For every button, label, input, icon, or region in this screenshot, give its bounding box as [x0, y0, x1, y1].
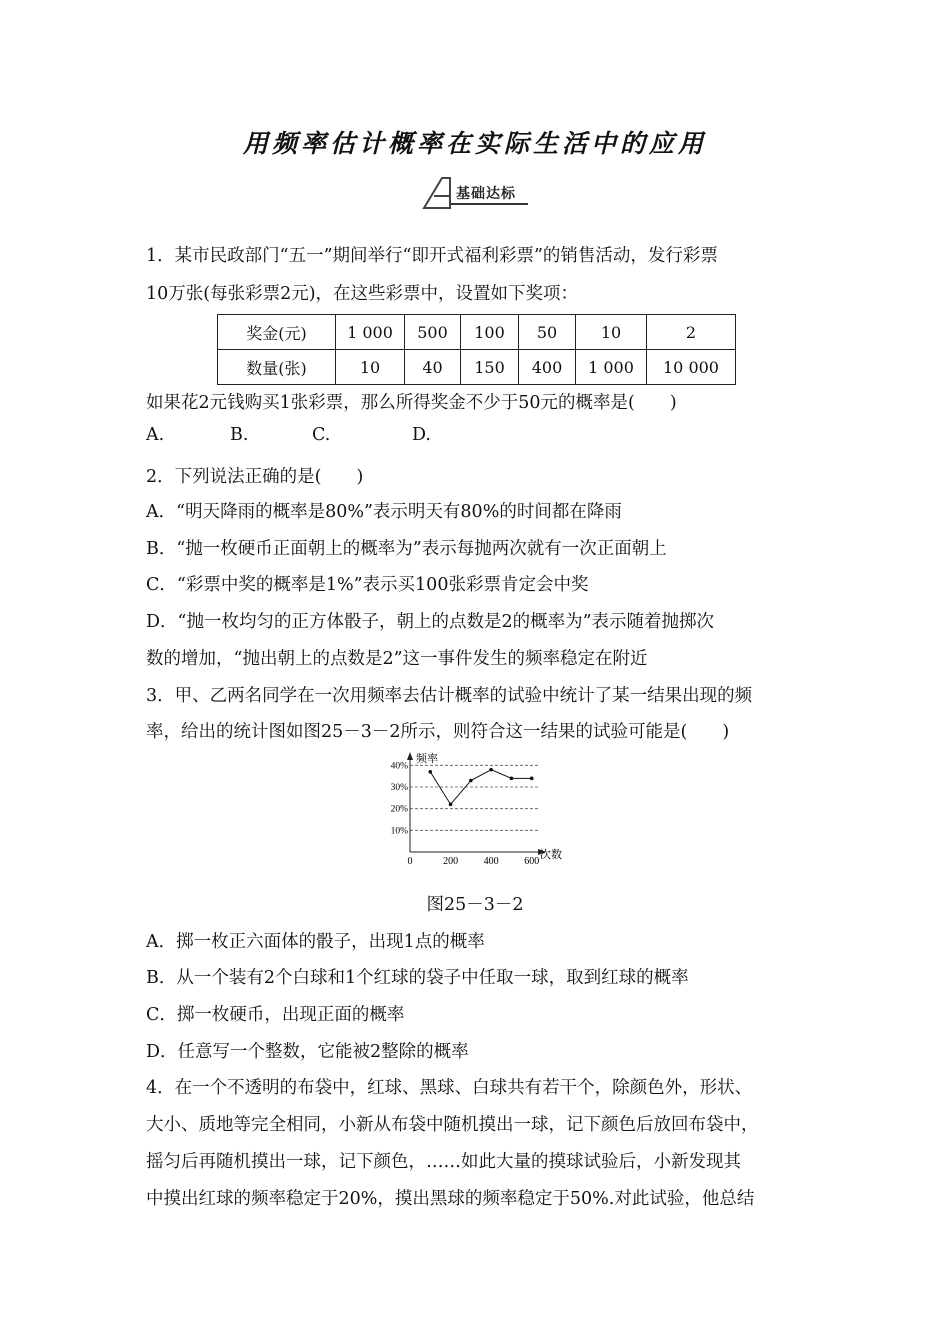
frequency-chart [380, 748, 580, 866]
q2-option-d-line-2: 数的增加，“抛出朝上的点数是2”这一事件发生的频率稳定在附近 [146, 649, 648, 669]
q2-option-c: C．“彩票中奖的概率是1%”表示买100张彩票肯定会中奖 [146, 575, 589, 595]
q1-line-1: 1．某市民政部门“五一”期间举行“即开式福利彩票”的销售活动，发行彩票 [146, 246, 718, 266]
table-cell: 奖金(元) [218, 315, 336, 350]
y-tick-label: 10% [390, 826, 408, 837]
q2-option-b: B．“抛一枚硬币正面朝上的概率为”表示每抛两次就有一次正面朝上 [146, 539, 667, 559]
x-tick-label: 400 [483, 856, 499, 866]
section-badge [420, 174, 532, 212]
q4-line-4: 中摸出红球的频率稳定于20%，摸出黑球的频率稳定于50%.对此试验，他总结 [146, 1189, 755, 1209]
q4-line-2: 大小、质地等完全相同，小新从布袋中随机摸出一球，记下颜色后放回布袋中， [146, 1115, 759, 1135]
y-tick-label: 40% [390, 761, 408, 772]
table-cell: 2 [647, 315, 736, 350]
table-cell: 100 [461, 315, 519, 350]
y-axis-arrow [407, 752, 413, 760]
q1-line-2: 10万张(每张彩票2元)，在这些彩票中，设置如下奖项： [146, 284, 579, 304]
table-cell: 数量(张) [218, 350, 336, 385]
data-point [428, 770, 432, 774]
table-row [218, 315, 736, 350]
data-point [510, 777, 514, 781]
table-cell: 10 [576, 315, 647, 350]
x-tick-label: 200 [443, 856, 459, 866]
q3-option-a: A．掷一枚正六面体的骰子，出现1点的概率 [146, 932, 485, 952]
table-row [218, 350, 736, 385]
data-point [530, 777, 534, 781]
figure-caption: 图25－3－2 [426, 895, 524, 915]
x-tick-label: 600 [524, 856, 540, 866]
q1-option-d: D. [412, 425, 431, 445]
section-badge-label: 基础达标 [456, 186, 516, 202]
frequency-chart-svg [380, 748, 580, 866]
q2-option-d-line-1: D．“抛一枚均匀的正方体骰子，朝上的点数是2的概率为”表示随着抛掷次 [146, 612, 715, 632]
q1-option-c: C. [312, 425, 331, 445]
q1-option-a: A. [146, 425, 165, 445]
table-cell: 1 000 [576, 350, 647, 385]
prize-table [217, 314, 736, 385]
y-tick-label: 20% [390, 804, 408, 815]
table-cell: 1 000 [336, 315, 405, 350]
table-cell: 150 [461, 350, 519, 385]
table-cell: 500 [405, 315, 461, 350]
q3-option-b: B．从一个装有2个白球和1个红球的袋子中任取一球，取到红球的概率 [146, 968, 689, 988]
table-cell: 400 [519, 350, 576, 385]
data-point [489, 768, 493, 772]
q2-stem: 2．下列说法正确的是( ) [146, 467, 364, 487]
data-point [469, 779, 473, 783]
data-point [449, 803, 453, 807]
q3-stem-line-2: 率，给出的统计图如图25－3－2所示，则符合这一结果的试验可能是( ) [146, 722, 730, 742]
y-axis-label: 频率 [416, 753, 438, 765]
page-title: 用频率估计概率在实际生活中的应用 [242, 129, 707, 158]
y-tick-label: 30% [390, 783, 408, 793]
table-cell: 40 [405, 350, 461, 385]
x-tick-label: 0 [407, 856, 413, 866]
x-axis-label: 次数 [540, 849, 562, 861]
q2-option-a: A．“明天降雨的概率是80%”表示明天有80%的时间都在降雨 [146, 502, 622, 522]
q1-question: 如果花2元钱购买1张彩票，那么所得奖金不少于50元的概率是( ) [146, 393, 677, 413]
table-cell: 10 000 [647, 350, 736, 385]
q3-option-c: C．掷一枚硬币，出现正面的概率 [146, 1005, 405, 1025]
table-cell: 50 [519, 315, 576, 350]
q4-line-1: 4．在一个不透明的布袋中，红球、黑球、白球共有若干个，除颜色外，形状、 [146, 1078, 753, 1098]
q3-stem-line-1: 3．甲、乙两名同学在一次用频率去估计概率的试验中统计了某一结果出现的频 [146, 686, 753, 706]
q3-option-d: D．任意写一个整数，它能被2整除的概率 [146, 1042, 469, 1062]
q1-option-b: B. [230, 425, 249, 445]
table-cell: 10 [336, 350, 405, 385]
q4-line-3: 摇匀后再随机摸出一球，记下颜色，……如此大量的摸球试验后，小新发现其 [146, 1152, 741, 1172]
